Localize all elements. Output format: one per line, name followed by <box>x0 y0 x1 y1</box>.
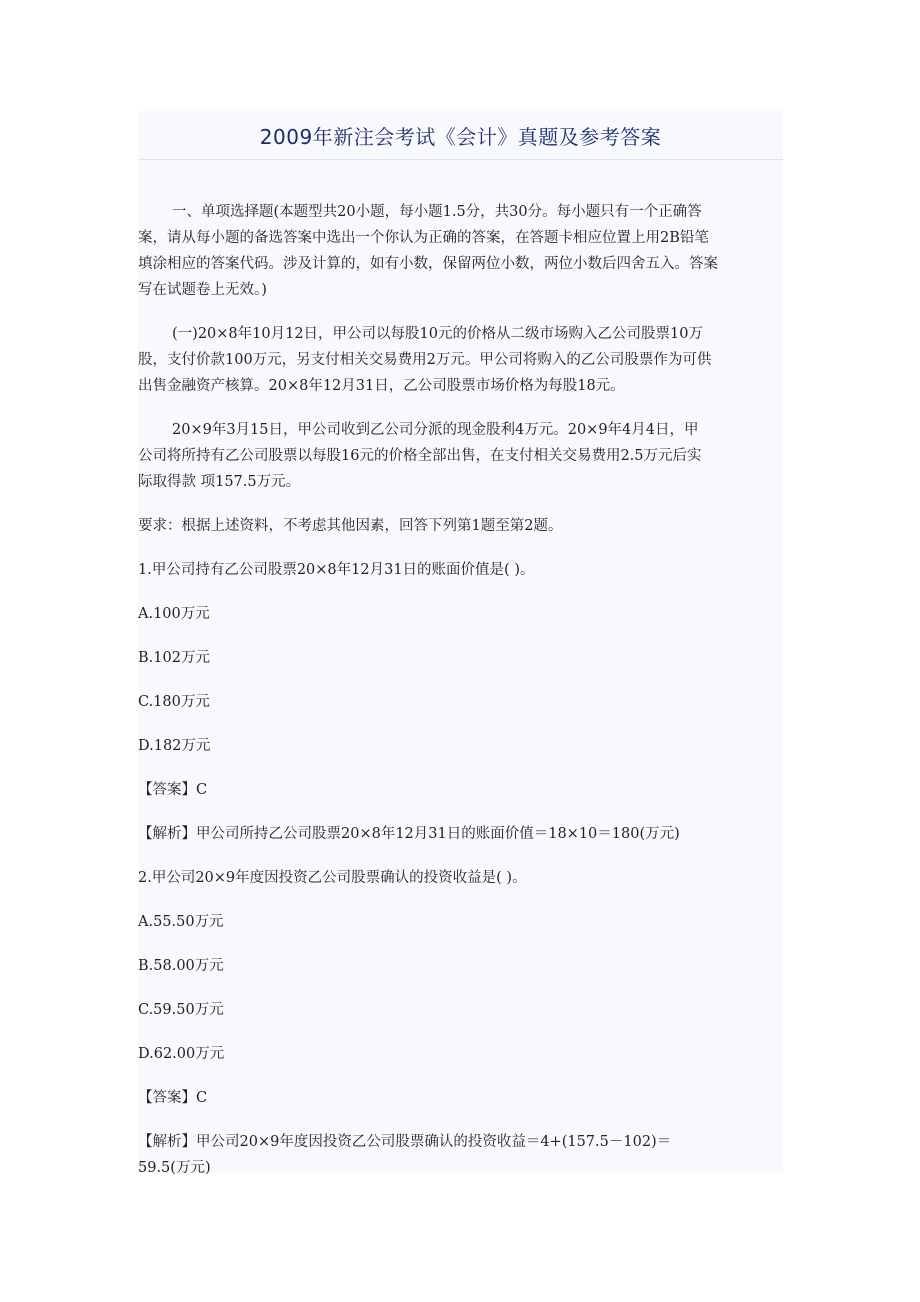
section-intro <box>138 199 783 225</box>
case-line: 际取得款 项157.5万元。 <box>138 474 301 490</box>
article-panel <box>138 111 783 1176</box>
question-2-option-a: A.55.50万元 <box>138 914 224 930</box>
case-line: 出售金融资产核算。20×8年12月31日，乙公司股票市场价格为每股18元。 <box>138 378 625 394</box>
question-2-answer: 【答案】C <box>138 1090 208 1106</box>
question-2-option-d: D.62.00万元 <box>138 1046 225 1062</box>
question-1-option-a: A.100万元 <box>138 606 210 622</box>
question-1-stem: 1.甲公司持有乙公司股票20×8年12月31日的账面价值是( )。 <box>138 562 535 578</box>
question-2-option-b: B.58.00万元 <box>138 958 224 974</box>
question-2-stem: 2.甲公司20×9年度因投资乙公司股票确认的投资收益是( )。 <box>138 870 527 886</box>
section-intro-cont <box>138 225 783 303</box>
case-line: (一)20×8年10月12日，甲公司以每股10元的价格从二级市场购入乙公司股票10万 <box>172 326 703 342</box>
case-line: 20×9年3月15日，甲公司收到乙公司分派的现金股利4万元。20×9年4月4日，甲 <box>172 422 699 438</box>
question-1-option-d: D.182万元 <box>138 738 211 754</box>
case-line: 公司将所持有乙公司股票以每股16元的价格全部出售，在支付相关交易费用2.5万元后实 <box>138 448 702 464</box>
intro-line: 一、单项选择题(本题型共20小题，每小题1.5分，共30分。每小题只有一个正确答 <box>172 204 702 220</box>
case-2-rest <box>138 443 783 495</box>
intro-line: 写在试题卷上无效。) <box>138 282 267 298</box>
intro-line: 案，请从每小题的备选答案中选出一个你认为正确的答案，在答题卡相应位置上用2B铅笔 <box>138 230 709 246</box>
question-1-analysis: 【解析】甲公司所持乙公司股票20×8年12月31日的账面价值＝18×10＝180(万元) <box>138 826 680 842</box>
case-2-first <box>138 417 783 443</box>
page-title: 2009年新注会考试《会计》真题及参考答案 <box>259 124 662 149</box>
case-1-rest <box>138 347 783 399</box>
question-1-option-b: B.102万元 <box>138 650 210 666</box>
article-body <box>138 199 783 1181</box>
requirement: 要求：根据上述资料，不考虑其他因素，回答下列第1题至第2题。 <box>138 518 563 534</box>
question-2-analysis: 【解析】甲公司20×9年度因投资乙公司股票确认的投资收益＝4+(157.5－102)＝ <box>138 1134 672 1150</box>
question-1-option-c: C.180万元 <box>138 694 210 710</box>
intro-line: 填涂相应的答案代码。涉及计算的，如有小数，保留两位小数，两位小数后四舍五入。答案 <box>138 256 718 272</box>
case-line: 股，支付价款100万元，另支付相关交易费用2万元。甲公司将购入的乙公司股票作为可供 <box>138 352 712 368</box>
title-bar <box>138 111 783 160</box>
question-1-answer: 【答案】C <box>138 782 208 798</box>
case-1-first <box>138 321 783 347</box>
question-2-option-c: C.59.50万元 <box>138 1002 224 1018</box>
question-2-analysis-cont: 59.5(万元) <box>138 1160 211 1176</box>
